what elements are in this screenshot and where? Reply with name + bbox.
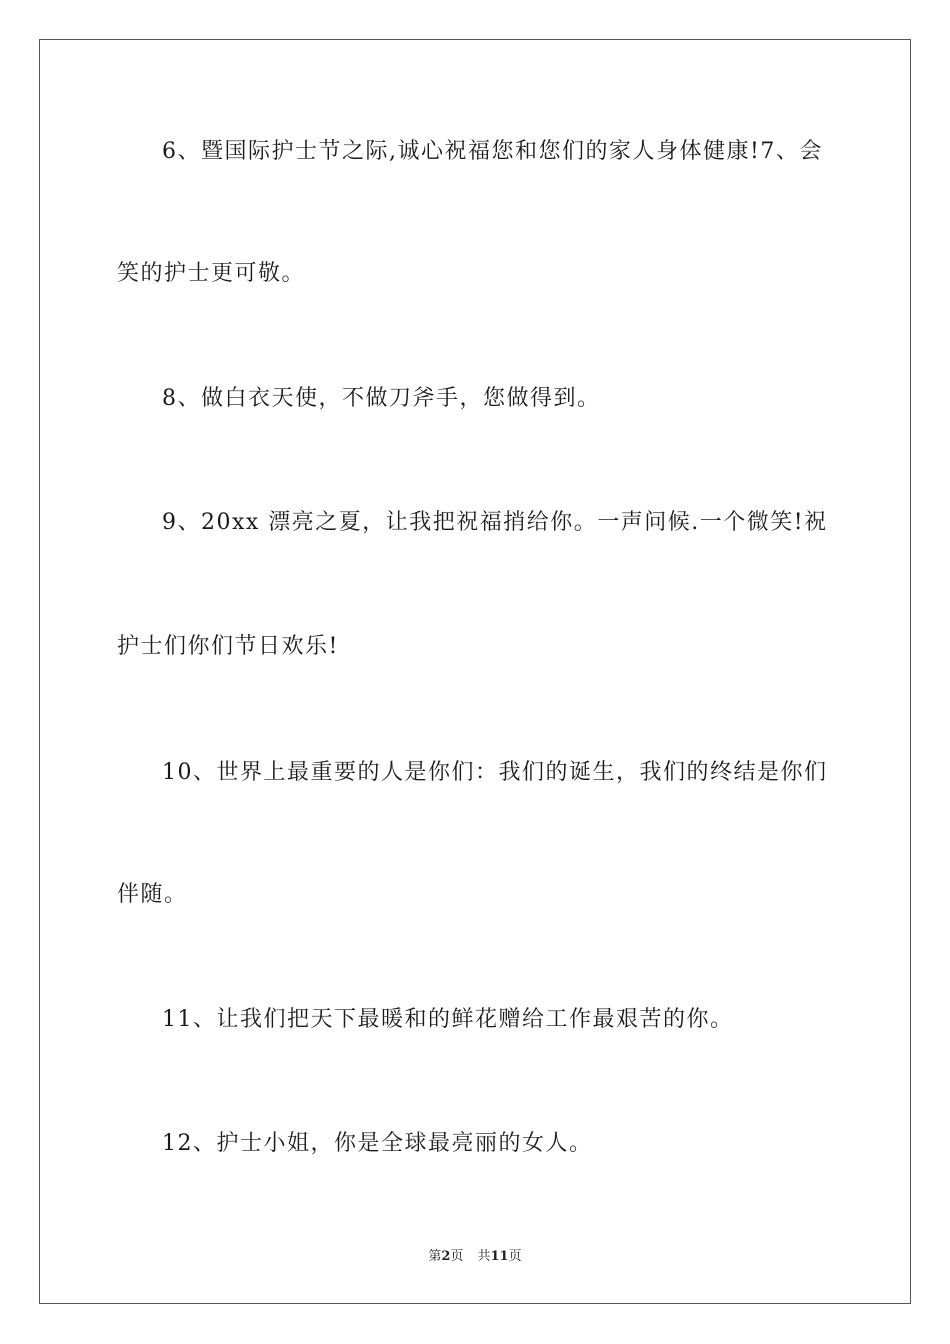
footer-total-suffix: 页 [508,1249,522,1264]
footer-total-prefix: 共 [477,1249,491,1264]
footer-prefix: 第 [428,1249,442,1264]
footer-total-pages: 11 [490,1249,509,1264]
paragraph-10-line-1: 10、世界上最重要的人是你们：我们的诞生，我们的终结是你们 [162,760,828,785]
footer-page-number: 2 [441,1249,451,1264]
page-footer [0,1248,950,1266]
paragraph-12: 12、护士小姐，你是全球最亮丽的女人。 [162,1131,593,1156]
paragraph-8: 8、做白衣天使，不做刀斧手，您做得到。 [162,386,601,411]
paragraph-6-line-1: 6、暨国际护士节之际,诚心祝福您和您们的家人身体健康!7、会 [162,139,823,164]
paragraph-9-line-1: 9、20xx 漂亮之夏，让我把祝福捎给你。一声问候.一个微笑!祝 [162,510,828,535]
paragraph-11: 11、让我们把天下最暖和的鲜花赠给工作最艰苦的你。 [162,1007,734,1032]
footer-page-suffix: 页 [450,1249,464,1264]
paragraph-9-line-2: 护士们你们节日欢乐! [117,634,339,659]
page-border [39,39,911,1304]
paragraph-10-line-2: 伴随。 [117,882,188,907]
paragraph-6-line-2: 笑的护士更可敬。 [117,261,306,286]
